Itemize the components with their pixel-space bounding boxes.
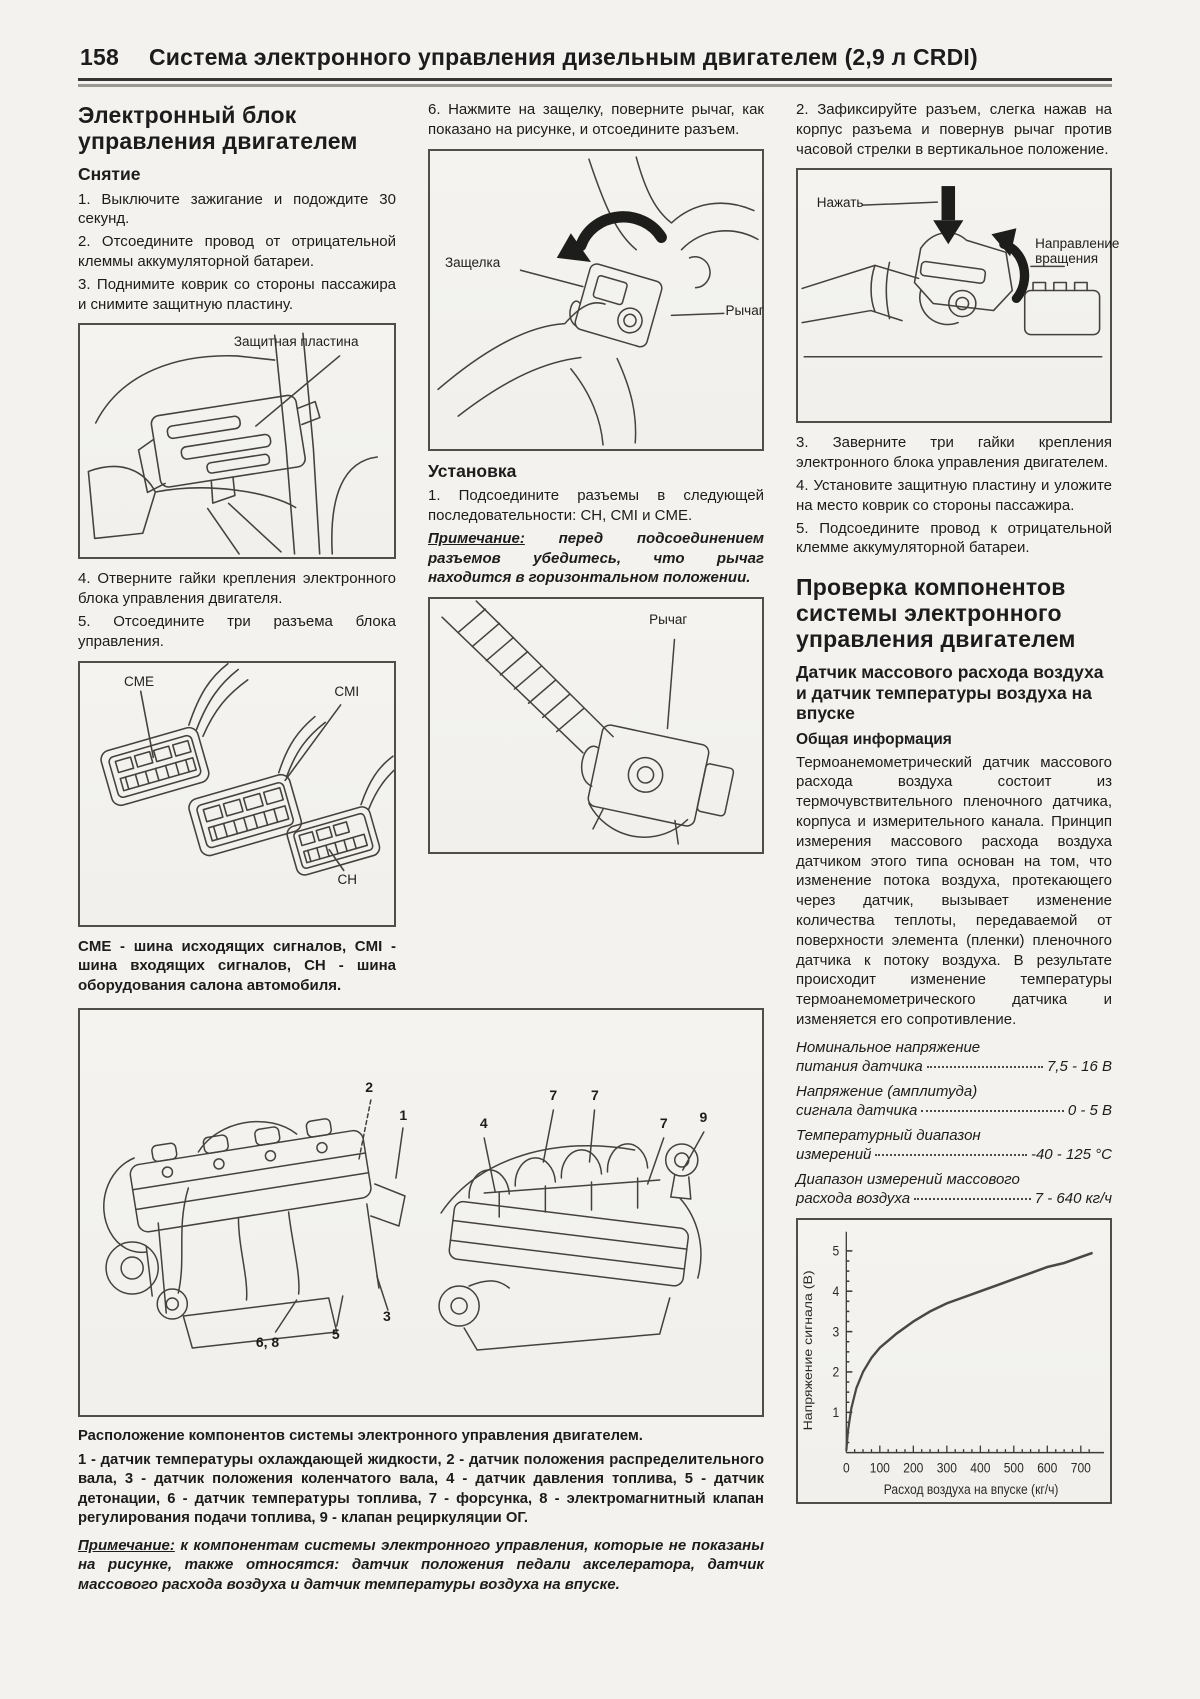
sensor-heading: Датчик массового расхода воздуха и датчик температуры воздуха на впуске bbox=[796, 662, 1104, 724]
press-rotate-figure bbox=[796, 168, 1120, 423]
install-step: 1. Подсоедините разъемы в следующей последовательности: CH, CMI и CME. bbox=[428, 487, 764, 525]
rotation-direction-label: Направление вращения bbox=[1035, 235, 1120, 267]
engine-callout: 7 bbox=[549, 1087, 558, 1104]
spec-value: -40 - 125 °С bbox=[1030, 1146, 1112, 1164]
spec-name: Диапазон измерений массового bbox=[796, 1170, 1020, 1188]
ecu-heading: Электронный блок управления двигателем bbox=[78, 102, 358, 154]
svg-text:4: 4 bbox=[832, 1282, 840, 1299]
plate-figure-label: Защитная пластина bbox=[233, 333, 359, 349]
svg-text:5: 5 bbox=[832, 1242, 840, 1259]
spec-name: Номинальное напряжение bbox=[796, 1038, 981, 1056]
lever-figure-label: Рычаг bbox=[649, 611, 688, 627]
page-number: 158 bbox=[80, 44, 119, 70]
engine-callout: 9 bbox=[699, 1109, 708, 1126]
install-note bbox=[428, 529, 764, 588]
engine-callout: 4 bbox=[479, 1115, 488, 1132]
engine-callout: 5 bbox=[331, 1325, 340, 1342]
connector-label-cme: CME bbox=[123, 674, 154, 690]
check-heading: Проверка компонентов системы электронного управления двигателем bbox=[796, 574, 1076, 653]
svg-text:0: 0 bbox=[842, 1459, 850, 1476]
spec-leader bbox=[914, 1198, 1031, 1200]
svg-text:Расход воздуха на впуске (кг/ч: Расход воздуха на впуске (кг/ч) bbox=[883, 1480, 1059, 1497]
spec-row bbox=[796, 1126, 1112, 1165]
lever-figure bbox=[428, 597, 764, 854]
left-column bbox=[78, 100, 396, 999]
svg-text:100: 100 bbox=[869, 1459, 890, 1476]
engine-callout: 7 bbox=[659, 1115, 668, 1132]
right-column bbox=[796, 100, 1120, 1598]
spec-row bbox=[796, 1170, 1112, 1209]
connectors-caption: CME - шина исходящих сигналов, CMI - шина входящих сигналов, CH - шина оборудования салона автомобиля. bbox=[78, 937, 396, 995]
header-rule-primary bbox=[78, 78, 1112, 81]
disconnect-step: 6. Нажмите на защелку, поверните рычаг, как показано на рисунке, и отсоедините разъем. bbox=[428, 101, 764, 138]
connectors-figure bbox=[78, 661, 396, 927]
spec-value: 7,5 - 16 В bbox=[1046, 1058, 1112, 1076]
page-title: Система электронного управления дизельным двигателем (2,9 л CRDI) bbox=[148, 44, 978, 70]
press-label: Нажать bbox=[816, 195, 864, 211]
removal-step: 4. Отверните гайки крепления электронного блока управления двигателя. bbox=[78, 570, 396, 608]
protective-plate-figure bbox=[78, 323, 396, 559]
engine-callout: 6, 8 bbox=[255, 1334, 280, 1351]
engine-callout: 1 bbox=[399, 1107, 408, 1124]
columns-grid bbox=[78, 100, 1120, 1598]
engine-callout: 7 bbox=[591, 1087, 599, 1104]
spec-list bbox=[796, 1038, 1112, 1209]
svg-text:700: 700 bbox=[1070, 1459, 1091, 1476]
page-header bbox=[78, 44, 1112, 78]
spec-name-2: измерений bbox=[796, 1146, 872, 1164]
svg-text:300: 300 bbox=[936, 1459, 957, 1476]
lever-drawing bbox=[430, 599, 762, 852]
svg-text:Напряжение сигнала (В): Напряжение сигнала (В) bbox=[801, 1270, 815, 1431]
note-text: к компонентам системы электронного управления, которые не показаны на рисунке, также относятся: датчик положения педали акселератора, датчик массового расхода воздуха и датчик температуры воздуха на впуске. bbox=[78, 1536, 764, 1594]
svg-text:400: 400 bbox=[970, 1459, 991, 1476]
note-label: Примечание: bbox=[428, 529, 525, 547]
engine-components-drawing bbox=[80, 1010, 762, 1415]
header-rule-secondary bbox=[78, 84, 1112, 87]
engine-figure bbox=[78, 1008, 764, 1417]
spec-leader bbox=[921, 1110, 1064, 1112]
svg-text:3: 3 bbox=[832, 1323, 840, 1340]
lever-label: Рычаг bbox=[725, 302, 764, 318]
svg-text:1: 1 bbox=[832, 1403, 840, 1421]
spec-row bbox=[796, 1082, 1112, 1121]
bottom-note bbox=[78, 1536, 764, 1595]
latch-drawing bbox=[430, 151, 762, 449]
chart-figure bbox=[796, 1218, 1112, 1504]
note-text: перед подсоединением разъемов убедитесь, что рычаг находится в горизонтальном положении. bbox=[428, 529, 765, 587]
spec-name-2: питания датчика bbox=[796, 1058, 923, 1076]
info-heading: Общая информация bbox=[796, 731, 952, 749]
note-label: Примечание: bbox=[78, 1536, 175, 1554]
reassembly-step: 3. Заверните три гайки крепления электронного блока управления двигателем. bbox=[796, 434, 1112, 472]
spec-row bbox=[796, 1038, 1112, 1077]
latch-figure bbox=[428, 149, 764, 451]
protective-plate-drawing bbox=[80, 325, 394, 557]
svg-text:600: 600 bbox=[1037, 1459, 1058, 1476]
spec-name: Температурный диапазон bbox=[796, 1126, 981, 1144]
svg-text:200: 200 bbox=[903, 1459, 924, 1476]
info-paragraph: Термоанемометрический датчик массового расхода воздуха состоит из термочувствительного пленочного датчика, корпуса и измерительного канала. Принцип измерения массового расхода воздуха датчиком этого типа основан на том, что изменение потока воздуха, протекающего через датчик, вызывает изменение количества теплоты, передаваемой от поверхности элемента (пленки) пленочного датчика к потоку воздуха. В результате происходит изменение температуры термоанемометрического датчика и изменяется его сопротивление. bbox=[796, 753, 1112, 1028]
removal-heading: Снятие bbox=[78, 163, 141, 184]
removal-step: 3. Поднимите коврик со стороны пассажира и снимите защитную пластину. bbox=[78, 275, 396, 313]
connector-label-ch: CH bbox=[337, 872, 357, 888]
engine-callout: 2 bbox=[365, 1078, 374, 1095]
removal-step: 5. Отсоедините три разъема блока управления. bbox=[78, 612, 396, 650]
spec-name-2: расхода воздуха bbox=[796, 1190, 911, 1208]
svg-text:500: 500 bbox=[1003, 1459, 1024, 1476]
spec-value: 0 - 5 В bbox=[1067, 1102, 1112, 1120]
bottom-section bbox=[78, 999, 764, 1598]
spec-name-2: сигнала датчика bbox=[796, 1102, 918, 1120]
latch-label: Защелка bbox=[444, 254, 501, 270]
reassembly-step: 4. Установите защитную пластину и уложите на место коврик со стороны пассажира. bbox=[796, 476, 1112, 514]
spec-name: Напряжение (амплитуда) bbox=[796, 1082, 978, 1100]
airflow-voltage-chart bbox=[798, 1220, 1110, 1502]
connector-label-cmi: CMI bbox=[334, 683, 360, 699]
spec-leader bbox=[875, 1154, 1027, 1156]
spec-leader bbox=[927, 1066, 1043, 1068]
middle-column bbox=[428, 100, 764, 999]
fix-step: 2. Зафиксируйте разъем, слегка нажав на корпус разъема и повернув рычаг против часовой стрелки в вертикальное положение. bbox=[796, 101, 1112, 158]
removal-step: 1. Выключите зажигание и подождите 30 секунд. bbox=[78, 190, 396, 228]
engine-caption-title: Расположение компонентов системы электронного управления двигателем. bbox=[78, 1427, 643, 1444]
engine-caption-items: 1 - датчик температуры охлаждающей жидкости, 2 - датчик положения распределительного вала, 3 - датчик положения коленчатого вала, 4 - датчик давления топлива, 5 - датчик детонации, 6 - датчик температуры топлива, 7 - форсунка, 8 - электромагнитный клапан регулирования подачи топлива, 9 - клапан рециркуляции ОГ. bbox=[78, 1451, 764, 1527]
removal-step: 2. Отсоедините провод от отрицательной клеммы аккумуляторной батареи. bbox=[78, 233, 396, 270]
engine-callout: 3 bbox=[382, 1307, 391, 1324]
svg-text:2: 2 bbox=[832, 1363, 840, 1380]
install-heading: Установка bbox=[428, 460, 517, 481]
spec-value: 7 - 640 кг/ч bbox=[1034, 1190, 1112, 1208]
reassembly-step: 5. Подсоедините провод к отрицательной клемме аккумуляторной батареи. bbox=[796, 519, 1112, 557]
